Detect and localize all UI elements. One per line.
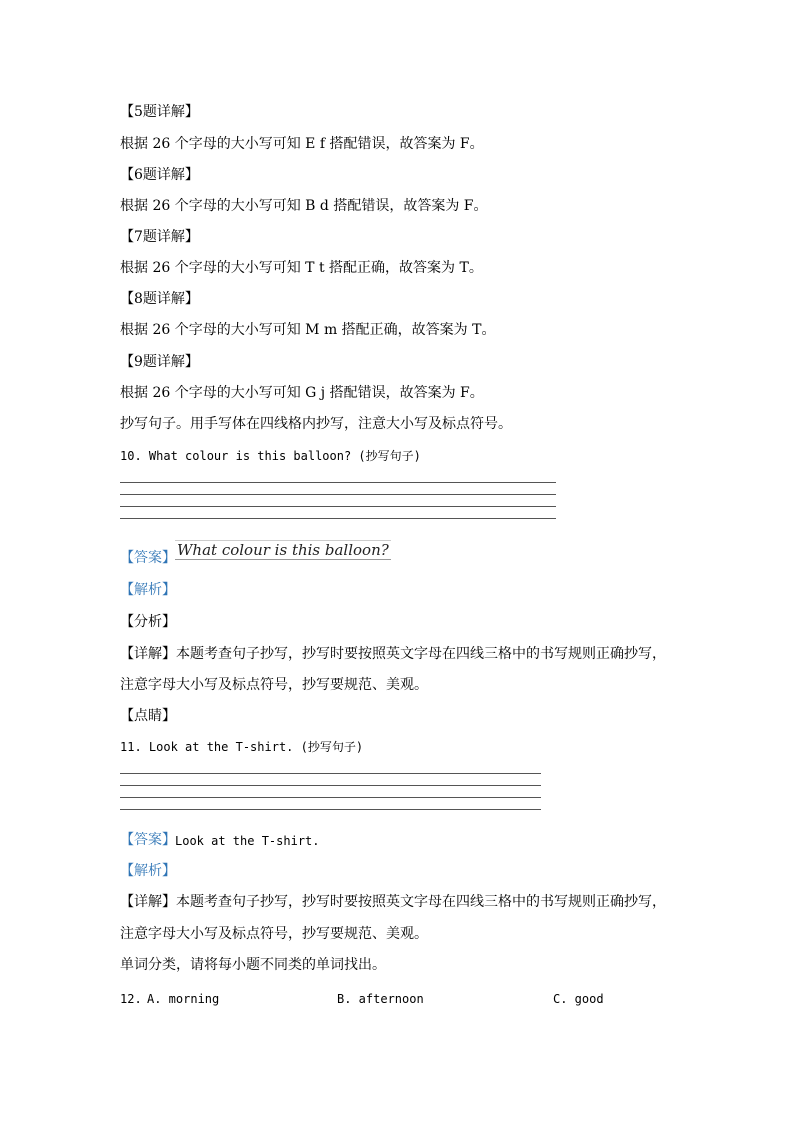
answer-explanation-6: 根据 26 个字母的大小写可知 B d 搭配错误，故答案为 F。 — [120, 198, 488, 214]
option-c: C. good — [553, 992, 604, 1006]
answer-tag-10: 【答案】 — [120, 550, 176, 566]
detail-line-2-10: 注意字母大小写及标点符号，抄写要规范、美观。 — [120, 677, 428, 693]
answer-explanation-7: 根据 26 个字母的大小写可知 T t 搭配正确，故答案为 T。 — [120, 260, 483, 276]
instruction-word-classification: 单词分类，请将每小题不同类的单词找出。 — [120, 957, 386, 973]
analysis-tag-10: 【解析】 — [120, 582, 176, 598]
detail-line-1-11: 【详解】本题考查句子抄写，抄写时要按照英文字母在四线三格中的书写规则正确抄写， — [120, 894, 666, 910]
option-a: A. morning — [147, 992, 220, 1006]
answer-explanation-5: 根据 26 个字母的大小写可知 E f 搭配错误，故答案为 F。 — [120, 136, 484, 152]
answer-explanation-9: 根据 26 个字母的大小写可知 G j 搭配错误，故答案为 F。 — [120, 385, 484, 401]
detail-line-1-10: 【详解】本题考查句子抄写，抄写时要按照英文字母在四线三格中的书写规则正确抄写， — [120, 646, 666, 662]
question-11: 11. Look at the T-shirt. (抄写句子) — [120, 740, 364, 754]
instruction-copy-sentence: 抄写句子。用手写体在四线格内抄写，注意大小写及标点符号。 — [120, 416, 512, 432]
answer-explanation-8: 根据 26 个字母的大小写可知 M m 搭配正确，故答案为 T。 — [120, 322, 496, 338]
section-heading-7: 【7题详解】 — [120, 229, 199, 245]
question-12-number: 12. — [120, 992, 142, 1006]
section-heading-8: 【8题详解】 — [120, 291, 199, 307]
dianjing-heading-10: 【点睛】 — [120, 708, 176, 724]
handwriting-answer-10: What colour is this balloon? — [177, 541, 389, 559]
question-10: 10. What colour is this balloon? (抄写句子) — [120, 449, 421, 463]
detail-line-2-11: 注意字母大小写及标点符号，抄写要规范、美观。 — [120, 926, 428, 942]
option-b: B. afternoon — [337, 992, 424, 1006]
section-heading-5: 【5题详解】 — [120, 104, 199, 120]
section-heading-6: 【6题详解】 — [120, 167, 199, 183]
section-heading-9: 【9题详解】 — [120, 354, 199, 370]
answer-text-11: Look at the T-shirt. — [175, 834, 320, 848]
answer-tag-11: 【答案】 — [120, 832, 176, 848]
analysis-heading-10: 【分析】 — [120, 614, 176, 630]
analysis-tag-11: 【解析】 — [120, 863, 176, 879]
